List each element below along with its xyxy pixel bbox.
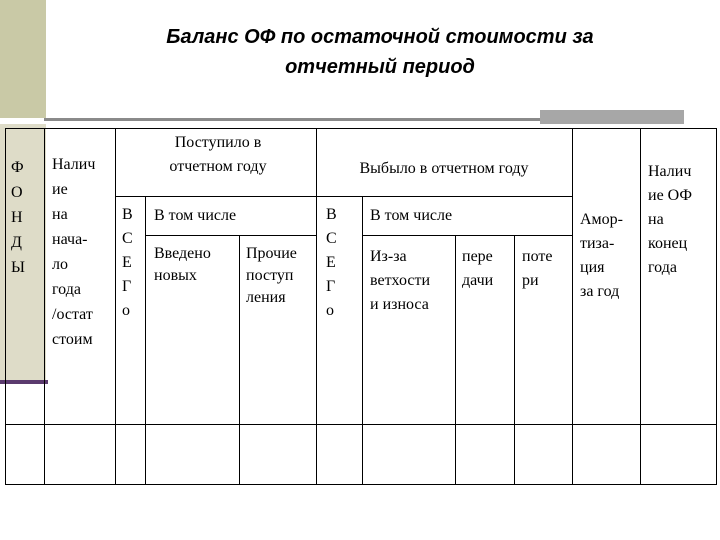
header-vybylo-peredachi: пере дачи [462, 248, 494, 289]
postupilo-detail-line [145, 235, 316, 236]
divider-after-nalichie [115, 128, 116, 485]
vybylo-subheader-line [316, 196, 572, 197]
header-vybylo: Выбыло в отчетном году [359, 160, 529, 177]
divider-vybylo-vsego [362, 196, 363, 485]
title-line-2: отчетный период [285, 56, 475, 78]
divider-after-postupilo [316, 128, 317, 485]
header-amortizatsiya: Амор- тиза- ция за год [580, 211, 624, 300]
header-nalichie-end: Налич ие ОФ на конец года [648, 163, 693, 276]
divider-after-vybylo [572, 128, 573, 485]
table-border-bottom [5, 484, 717, 485]
decorative-band-top [0, 0, 46, 118]
header-postupilo-v-tom-chisle: В том числе [154, 207, 237, 224]
header-body-separator [5, 424, 717, 425]
header-vybylo-iz-za: Из-за ветхости и износа [370, 248, 430, 313]
header-postupilo-vvedeno: Введено новых [154, 245, 211, 284]
header-postupilo-vsego: В С Е Г о [122, 206, 133, 319]
title-line-1: Баланс ОФ по остаточной стоимости за [166, 26, 594, 48]
header-postupilo: Поступило в отчетном году [169, 134, 267, 175]
table-border-top [5, 128, 717, 129]
divider-vybylo-peredachi [514, 235, 515, 485]
table-border-left [5, 128, 6, 485]
header-postupilo-prochie: Прочие поступ ления [246, 245, 297, 306]
divider-vybylo-iz-za [455, 235, 456, 485]
divider-after-fondy [44, 128, 45, 485]
divider-after-amortizatsiya [640, 128, 641, 485]
table-border-right [716, 128, 717, 485]
header-vybylo-poteri: поте ри [522, 248, 553, 289]
divider-postupilo-vvedeno [239, 235, 240, 485]
divider-postupilo-vsego [145, 196, 146, 485]
vybylo-detail-line [362, 235, 572, 236]
slide-title [100, 22, 660, 82]
header-vybylo-vsego: В С Е Г о [326, 206, 337, 319]
decorative-accent-bar [0, 380, 48, 384]
header-vybylo-v-tom-chisle: В том числе [370, 207, 453, 224]
header-nalichie-start: Налич ие на нача- ло года /остат стоим [52, 156, 96, 348]
header-fondy: Ф О Н Д Ы [11, 159, 25, 276]
title-divider-accent [540, 110, 684, 124]
